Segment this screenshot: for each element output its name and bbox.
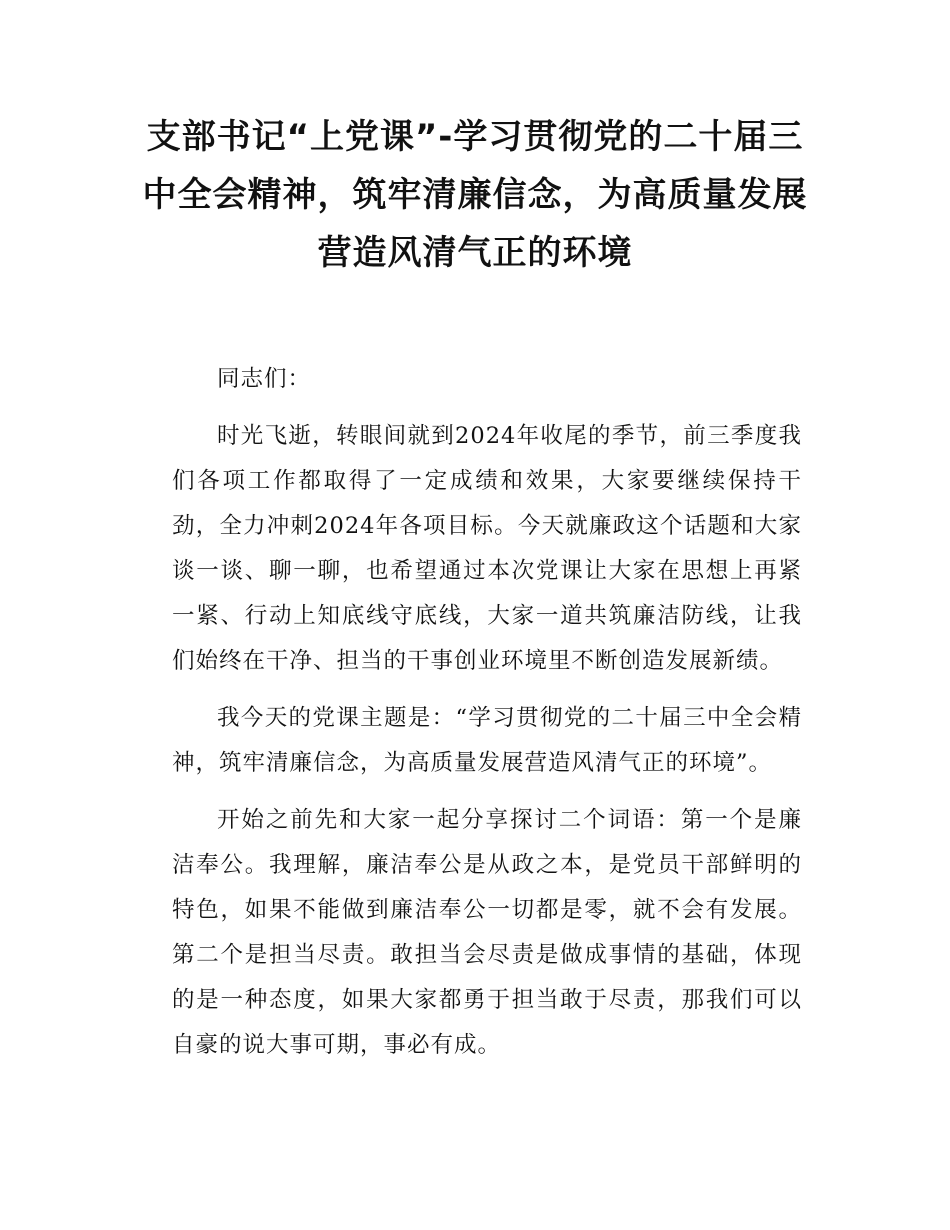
body-paragraph: 开始之前先和大家一起分享探讨二个词语：第一个是廉洁奉公。我理解，廉洁奉公是从政之本，是党员干部鲜明的特色，如果不能做到廉洁奉公一切都是零，就不会有发展。第二个是担当尽责。敢担当会尽责是做成事情的基础，体现的是一种态度，如果大家都勇于担当敢于尽责，那我们可以自豪的说大事可期，事必有成。 bbox=[172, 807, 802, 1058]
salutation-paragraph: 同志们： bbox=[217, 366, 312, 392]
document-body bbox=[172, 357, 802, 1080]
body-paragraph: 我今天的党课主题是：“学习贯彻党的二十届三中全会精神，筑牢清廉信念，为高质量发展营造风清气正的环境”。 bbox=[172, 705, 802, 776]
document-title: 支部书记“上党课”-学习贯彻党的二十届三中全会精神，筑牢清廉信念，为高质量发展营造风清气正的环境 bbox=[142, 117, 808, 273]
body-paragraph: 时光飞逝，转眼间就到2024年收尾的季节，前三季度我们各项工作都取得了一定成绩和效果，大家要继续保持干劲，全力冲刺2024年各项目标。今天就廉政这个话题和大家谈一谈、聊一聊，也希望通过本次党课让大家在思想上再紧一紧、行动上知底线守底线，大家一道共筑廉洁防线，让我们始终在干净、担当的干事创业环境里不断创造发展新绩。 bbox=[172, 423, 802, 674]
